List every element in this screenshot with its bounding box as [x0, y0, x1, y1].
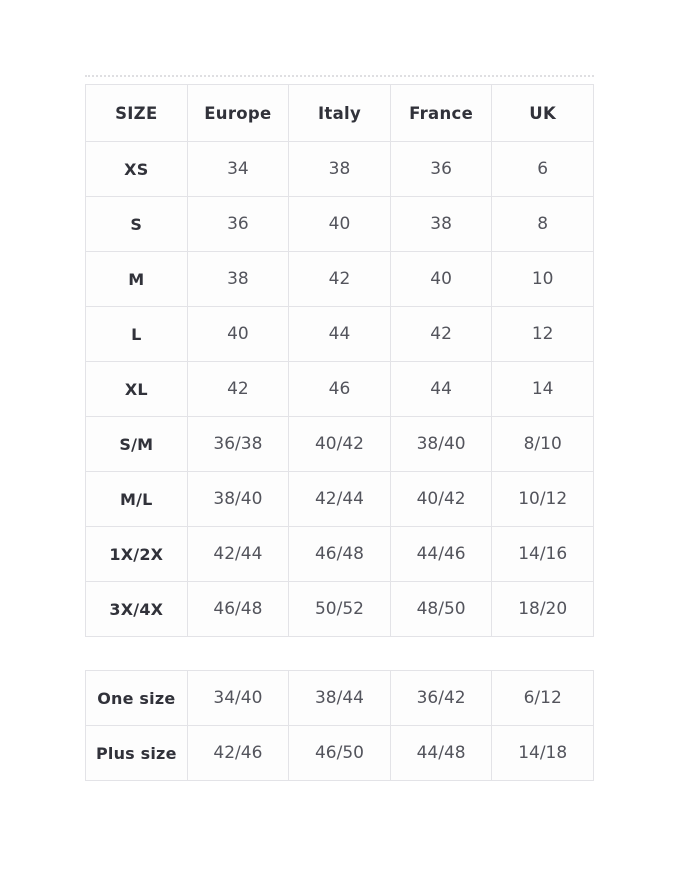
- size-value-cell: 40/42: [390, 472, 492, 527]
- size-value-cell: 42: [289, 252, 391, 307]
- size-label-cell: Plus size: [86, 726, 188, 781]
- size-value-cell: 8/10: [492, 417, 594, 472]
- size-value-cell: 6/12: [492, 671, 594, 726]
- table-row: [86, 417, 594, 472]
- special-sizes-table: [85, 670, 594, 781]
- size-value-cell: 36: [187, 197, 289, 252]
- size-value-cell: 8: [492, 197, 594, 252]
- size-value-cell: 44: [390, 362, 492, 417]
- size-value-cell: 46: [289, 362, 391, 417]
- size-conversion-table-header: [86, 85, 594, 142]
- cropped-border-artifact: [85, 75, 594, 77]
- size-value-cell: 34/40: [187, 671, 289, 726]
- size-value-cell: 36: [390, 142, 492, 197]
- size-value-cell: 38/44: [289, 671, 391, 726]
- size-conversion-table: [85, 84, 594, 637]
- size-value-cell: 36/42: [390, 671, 492, 726]
- special-sizes-table-body: [86, 671, 594, 781]
- column-header-size: SIZE: [86, 85, 188, 142]
- size-value-cell: 14/16: [492, 527, 594, 582]
- size-label-cell: S: [86, 197, 188, 252]
- size-value-cell: 40/42: [289, 417, 391, 472]
- size-label-cell: XS: [86, 142, 188, 197]
- size-value-cell: 44: [289, 307, 391, 362]
- size-value-cell: 46/48: [289, 527, 391, 582]
- size-label-cell: One size: [86, 671, 188, 726]
- size-value-cell: 42/44: [289, 472, 391, 527]
- size-value-cell: 44/46: [390, 527, 492, 582]
- size-value-cell: 14/18: [492, 726, 594, 781]
- table-row: [86, 527, 594, 582]
- size-value-cell: 42: [187, 362, 289, 417]
- size-value-cell: 18/20: [492, 582, 594, 637]
- table-row: [86, 726, 594, 781]
- size-value-cell: 40: [390, 252, 492, 307]
- size-value-cell: 40: [187, 307, 289, 362]
- size-value-cell: 50/52: [289, 582, 391, 637]
- size-value-cell: 40: [289, 197, 391, 252]
- size-value-cell: 34: [187, 142, 289, 197]
- size-value-cell: 38: [390, 197, 492, 252]
- size-label-cell: XL: [86, 362, 188, 417]
- size-value-cell: 48/50: [390, 582, 492, 637]
- size-value-cell: 36/38: [187, 417, 289, 472]
- size-value-cell: 10/12: [492, 472, 594, 527]
- size-label-cell: M: [86, 252, 188, 307]
- table-row: [86, 142, 594, 197]
- column-header-europe: Europe: [187, 85, 289, 142]
- size-label-cell: S/M: [86, 417, 188, 472]
- size-value-cell: 46/48: [187, 582, 289, 637]
- size-value-cell: 10: [492, 252, 594, 307]
- column-header-italy: Italy: [289, 85, 391, 142]
- table-row: [86, 307, 594, 362]
- size-conversion-table-body: [86, 142, 594, 637]
- table-row: [86, 582, 594, 637]
- size-label-cell: 1X/2X: [86, 527, 188, 582]
- column-header-france: France: [390, 85, 492, 142]
- table-row: [86, 362, 594, 417]
- size-value-cell: 38/40: [390, 417, 492, 472]
- size-value-cell: 44/48: [390, 726, 492, 781]
- size-value-cell: 38: [289, 142, 391, 197]
- table-row: [86, 197, 594, 252]
- size-value-cell: 46/50: [289, 726, 391, 781]
- size-value-cell: 42/44: [187, 527, 289, 582]
- size-label-cell: 3X/4X: [86, 582, 188, 637]
- table-row: [86, 252, 594, 307]
- size-value-cell: 42/46: [187, 726, 289, 781]
- size-value-cell: 12: [492, 307, 594, 362]
- size-value-cell: 6: [492, 142, 594, 197]
- table-row: [86, 671, 594, 726]
- size-value-cell: 38: [187, 252, 289, 307]
- table-row: [86, 472, 594, 527]
- size-label-cell: L: [86, 307, 188, 362]
- size-label-cell: M/L: [86, 472, 188, 527]
- column-header-uk: UK: [492, 85, 594, 142]
- size-value-cell: 42: [390, 307, 492, 362]
- header-row: [86, 85, 594, 142]
- size-value-cell: 14: [492, 362, 594, 417]
- size-value-cell: 38/40: [187, 472, 289, 527]
